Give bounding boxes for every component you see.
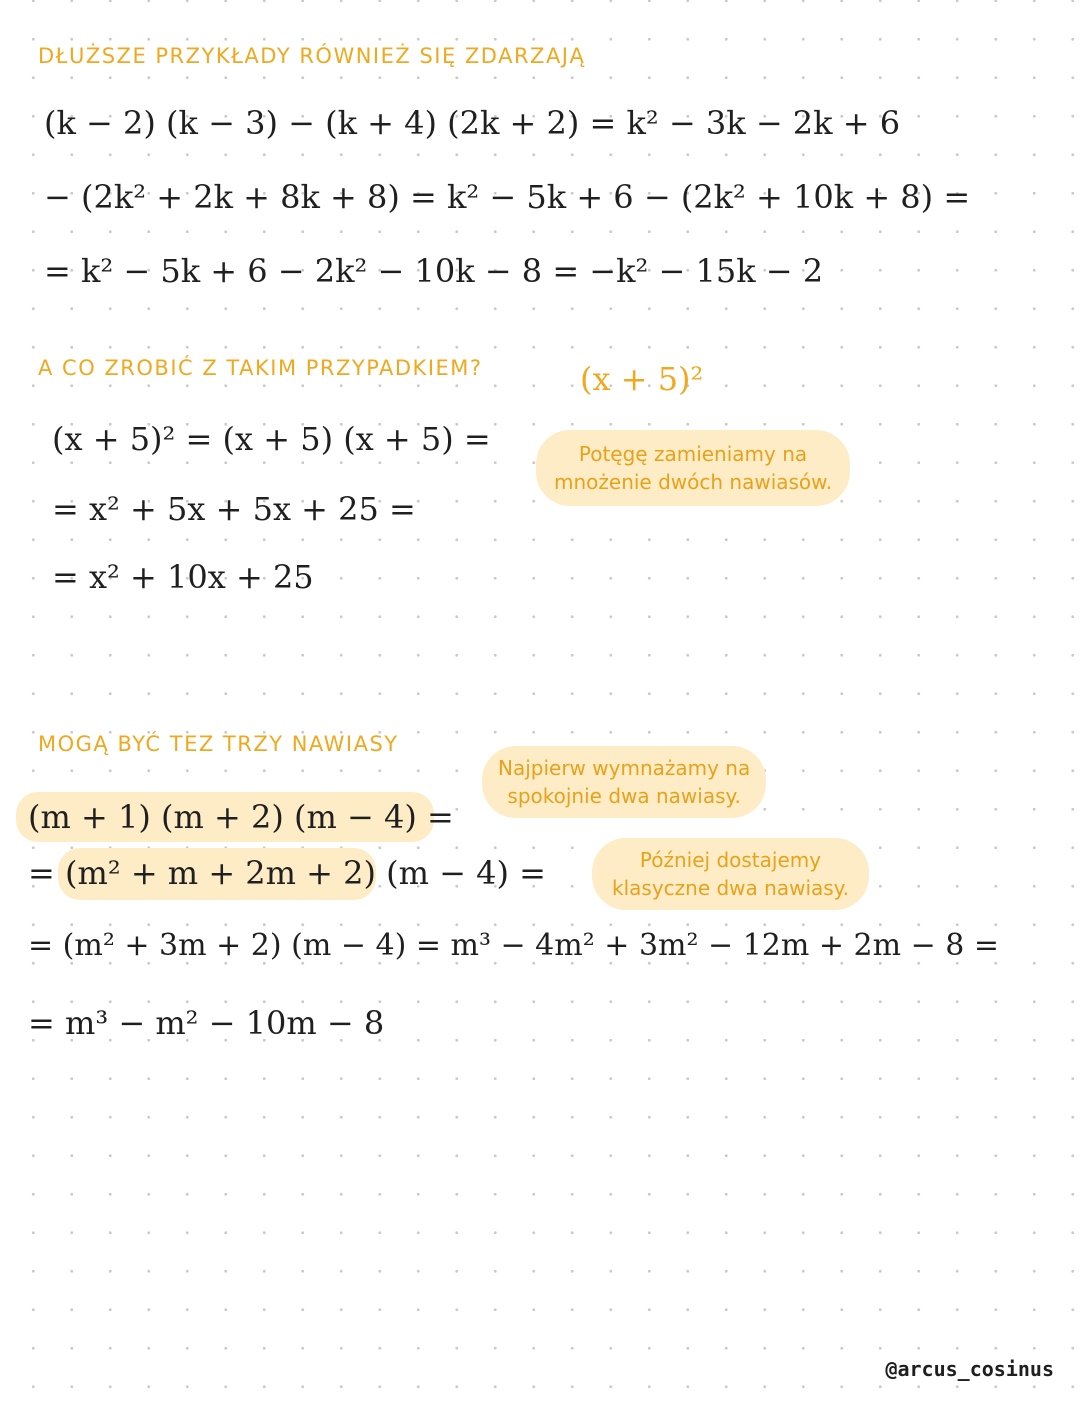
note-text: Potęgę zamieniamy na [578,442,808,466]
equation-line: (k − 2) (k − 3) − (k + 4) (2k + 2) = k² − 3k − 2k + 6 [44,104,901,142]
note-classic-brackets [592,838,869,910]
equation-line: = (m² + m + 2m + 2) (m − 4) = [28,854,546,892]
equation-line: = x² + 10x + 25 [52,558,314,596]
section-heading-what-to-do: A CO ZROBIĆ Z TAKIM PRZYPADKIEM? [38,356,483,380]
example-expression: (x + 5)² [580,360,704,398]
note-text: mnożenie dwóch nawiasów. [554,470,833,494]
note-text: Później dostajemy [639,848,822,872]
note-text: klasyczne dwa nawiasy. [612,876,850,900]
section-heading-three-brackets: MOGĄ BYĆ TEZ TRZY NAWIASY [38,732,399,756]
equation-line: = k² − 5k + 6 − 2k² − 10k − 8 = −k² − 15k − 2 [44,252,824,290]
note-multiply-first [482,746,766,818]
note-power-to-product [536,430,850,506]
equation-line: (m + 1) (m + 2) (m − 4) = [28,798,454,836]
equation-line: = x² + 5x + 5x + 25 = [52,490,416,528]
equation-line: (x + 5)² = (x + 5) (x + 5) = [52,420,491,458]
section-heading-longer-examples: DŁUŻSZE PRZYKŁADY RÓWNIEŻ SIĘ ZDARZAJĄ [38,44,586,68]
note-text: spokojnie dwa nawiasy. [507,784,741,808]
author-signature: @arcus_cosinus [885,1357,1054,1381]
equation-line: = m³ − m² − 10m − 8 [28,1004,385,1042]
equation-line: = (m² + 3m + 2) (m − 4) = m³ − 4m² + 3m² − 12m + 2m − 8 = [28,928,1000,963]
note-text: Najpierw wymnażamy na [498,756,751,780]
equation-line: − (2k² + 2k + 8k + 8) = k² − 5k + 6 − (2k² + 10k + 8) = [44,178,971,216]
